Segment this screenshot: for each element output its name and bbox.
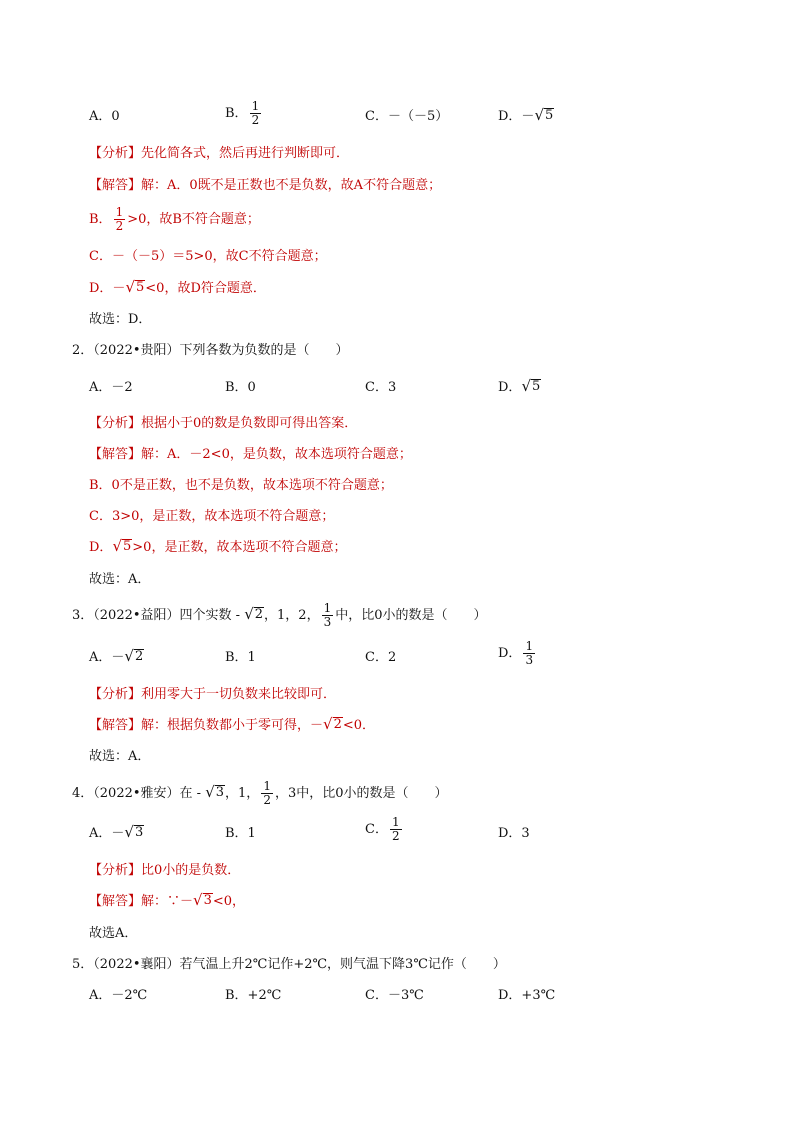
- q2-choice: 故选：A．: [89, 572, 151, 587]
- q3-option-a: A．－ √ 2: [89, 647, 144, 665]
- q2-option-b: B．0: [225, 380, 256, 395]
- q5-option-a: A．－2℃: [89, 988, 148, 1003]
- q2-answer-a: 【解答】解：A．－2<0，是负数，故本选项符合题意；: [89, 447, 412, 462]
- q1-option-d: D．－ √ 5: [498, 106, 554, 124]
- q3-option-c: C．2: [365, 650, 397, 665]
- q3-choice: 故选：A．: [89, 749, 151, 764]
- q4-option-d: D．3: [498, 826, 530, 841]
- q3-option-b: B．1: [225, 650, 256, 665]
- q3-analysis: 【分析】利用零大于一切负数来比较即可．: [89, 687, 337, 702]
- q2-title: 2．（2022•贵阳）下列各数为负数的是（ ）: [72, 343, 349, 358]
- q1-answer-c: C．－（－5）＝5>0，故C不符合题意；: [89, 249, 327, 264]
- q1-options-row: [89, 99, 649, 130]
- q5-option-d: D．+3℃: [498, 988, 556, 1003]
- q5-option-b: B．+2℃: [225, 988, 282, 1003]
- q2-answer-b: B．0不是正数，也不是负数，故本选项不符合题意；: [89, 478, 393, 493]
- q2-answer-d: D． √ 5 >0，是正数，故本选项不符合题意；: [89, 537, 347, 555]
- q5-options-row: [89, 986, 649, 1008]
- q4-options-row: [89, 815, 649, 848]
- q4-choice: 故选A．: [89, 926, 138, 941]
- q1-option-a: A．0: [89, 109, 120, 124]
- q3-options-row: [89, 639, 649, 672]
- q4-title: 4．（2022•雅安）在 - √ 3 ，1， $\frac{1}{2}$ ，3中，比0小的数是（ ）: [72, 779, 448, 807]
- q1-choice: 故选：D．: [89, 312, 152, 327]
- q2-option-c: C．3: [365, 380, 397, 395]
- q1-analysis: 【分析】先化简各式，然后再进行判断即可．: [89, 146, 350, 161]
- q5-title: 5．（2022•襄阳）若气温上升2℃记作+2℃，则气温下降3℃记作（ ）: [72, 957, 506, 972]
- q1-answer-d: D．－ √ 5 <0，故D符合题意．: [89, 278, 266, 296]
- q4-answer: 【解答】解：∵－ √ 3 <0，: [89, 891, 246, 909]
- q4-option-b: B．1: [225, 826, 256, 841]
- q5-option-c: C．－3℃: [365, 988, 424, 1003]
- q2-option-a: A．－2: [89, 380, 133, 395]
- q2-analysis: 【分析】根据小于0的数是负数即可得出答案．: [89, 416, 358, 431]
- q3-answer: 【解答】解：根据负数都小于零可得，－ √ 2 <0．: [89, 715, 376, 733]
- q1-answer-a: 【解答】解：A．0既不是正数也不是负数，故A不符合题意；: [89, 178, 442, 193]
- q1-option-b: B． $\frac{1}{2}$: [225, 99, 260, 127]
- q2-options-row: [89, 378, 649, 400]
- q4-option-c: C． $\frac{1}{2}$: [365, 815, 400, 843]
- q4-option-a: A．－ √ 3: [89, 823, 144, 841]
- q3-option-d: D． $\frac{1}{3}$: [498, 639, 534, 667]
- q1-option-c: C．－（－5）: [365, 109, 449, 124]
- q2-answer-c: C．3>0，是正数，故本选项不符合题意；: [89, 509, 335, 524]
- q3-title: 3．（2022•益阳）四个实数 - √ 2 ，1，2， $\frac{1}{3}$ 中，比0小的数是（ ）: [72, 601, 487, 629]
- q4-analysis: 【分析】比0小的是负数．: [89, 863, 241, 878]
- q1-answer-b: B． $\frac{1}{2}$ >0，故B不符合题意；: [89, 205, 260, 233]
- q2-option-d: D． √ 5: [498, 377, 541, 395]
